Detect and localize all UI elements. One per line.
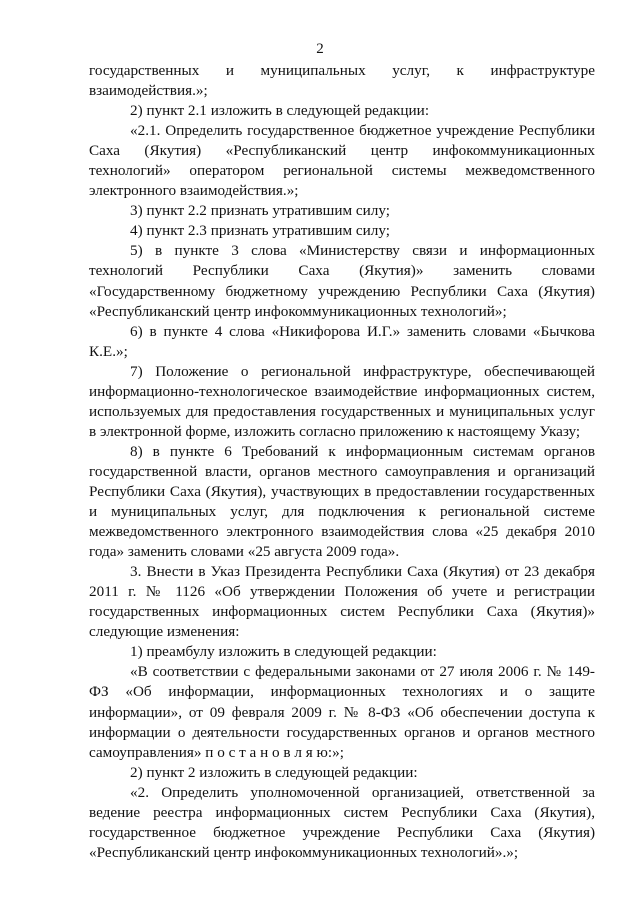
paragraph-continuation: государственных и муниципальных услуг, к инфраструктуре взаимодействия.»; — [89, 62, 595, 100]
paragraph-item-7: 7) Положение о региональной инфраструктуре, обеспечивающей информационно-технологическое взаимодействие информационных систем, используемых для предоставления государственных и муниципальных услуг в электронной форме, изложить согласно приложению к настоящему Указу; — [89, 362, 595, 440]
paragraph-preamble-quote: «В соответствии с федеральными законами от 27 июля 2006 г. № 149-ФЗ «Об информации, информационных технологиях и о защите информации», от 09 февраля 2009 г. № 8-ФЗ «Об обеспечении доступа к информации о деятельности государственных органов и органов местного самоуправления» п о с т а н о в л я ю:»; — [89, 663, 595, 761]
paragraph-item-4: 4) пункт 2.3 признать утратившим силу; — [130, 222, 390, 240]
page-number: 2 — [316, 41, 324, 57]
paragraph-item-2: 2) пункт 2.1 изложить в следующей редакции: — [130, 102, 430, 120]
paragraph-item-8: 8) в пункте 6 Требований к информационным системам органов государственной власти, органов местного самоуправления и организаций Республики Саха (Якутия), участвующих в предоставлении государственных и муниципальных услуг, для подключения к региональной системе межведомственного электронного взаимодействия слова «25 декабря 2010 года» заменить словами «25 августа 2009 года». — [89, 442, 595, 561]
document-body — [89, 61, 595, 863]
paragraph-section-3: 3. Внести в Указ Президента Республики Саха (Якутия) от 23 декабря 2011 г. № 1126 «Об утверждении Положения об учете и регистрации государственных информационных систем Республики Саха (Якутия)» следующие изменения: — [89, 563, 595, 641]
paragraph-clause-2-quote: «2. Определить уполномоченной организацией, ответственной за ведение реестра информационных систем Республики Саха (Якутия), государственное бюджетное учреждение Республики Саха (Якутия) «Республиканский центр инфокоммуникационных технологий».»; — [89, 783, 595, 861]
paragraph-item-6: 6) в пункте 4 слова «Никифорова И.Г.» заменить словами «Бычкова К.Е.»; — [89, 322, 595, 360]
paragraph-subitem-1: 1) преамбулу изложить в следующей редакции: — [130, 643, 437, 661]
paragraph-subitem-2: 2) пункт 2 изложить в следующей редакции: — [130, 763, 418, 781]
paragraph-item-5: 5) в пункте 3 слова «Министерству связи и информационных технологий Республики Саха (Якутия)» заменить словами «Государственному бюджетному учреждению Республики Саха (Якутия) «Республиканский центр инфокоммуникационных технологий»; — [89, 242, 595, 320]
paragraph-clause-2-1: «2.1. Определить государственное бюджетное учреждение Республики Саха (Якутия) «Республиканский центр инфокоммуникационных технологий» оператором региональной системы межведомственного электронного взаимодействия.»; — [89, 122, 595, 200]
paragraph-item-3: 3) пункт 2.2 признать утратившим силу; — [130, 202, 390, 220]
